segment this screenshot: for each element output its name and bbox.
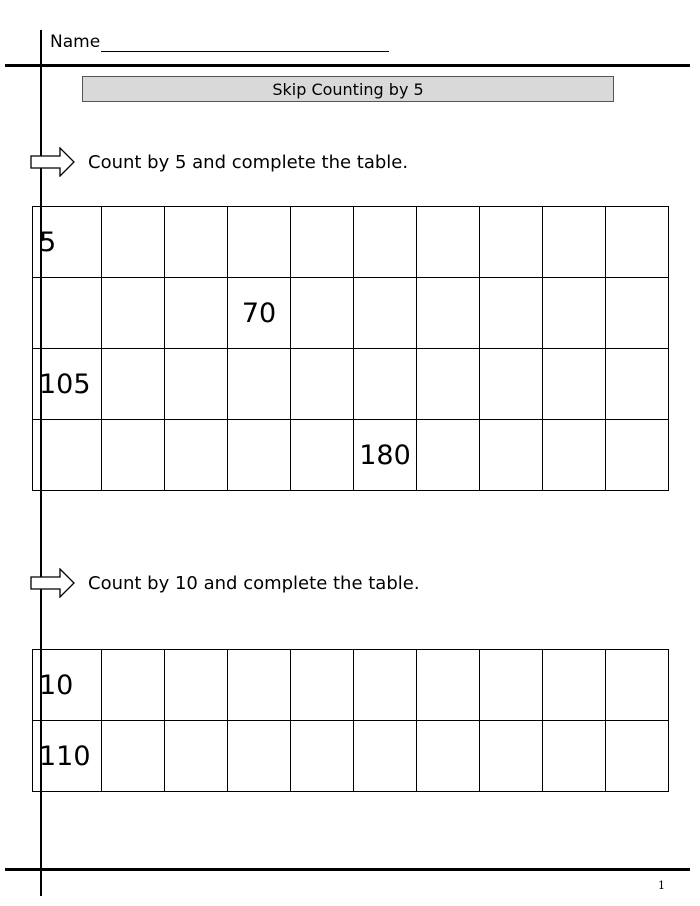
- table-cell-blank[interactable]: [606, 207, 669, 278]
- table-cell-given: 110: [33, 721, 102, 792]
- table-cell-blank[interactable]: [33, 420, 102, 491]
- table-cell-blank[interactable]: [543, 207, 606, 278]
- instruction-1: [30, 147, 408, 177]
- table-cell-blank[interactable]: [165, 650, 228, 721]
- table-cell-given: 70: [228, 278, 291, 349]
- table-cell-blank[interactable]: [102, 207, 165, 278]
- table-cell-blank[interactable]: [417, 278, 480, 349]
- table-cell-blank[interactable]: [291, 278, 354, 349]
- table-cell-blank[interactable]: [165, 278, 228, 349]
- table-row: [33, 349, 669, 420]
- instruction-2: [30, 568, 420, 598]
- table-cell-blank[interactable]: [417, 650, 480, 721]
- table-cell-blank[interactable]: [480, 721, 543, 792]
- table-cell-blank[interactable]: [291, 420, 354, 491]
- table-cell-blank[interactable]: [354, 650, 417, 721]
- table-cell-blank[interactable]: [480, 349, 543, 420]
- table-cell-blank[interactable]: [543, 420, 606, 491]
- arrow-right-outline-icon: [30, 147, 76, 177]
- table-cell-blank[interactable]: [228, 721, 291, 792]
- table-row: [33, 650, 669, 721]
- table-cell-blank[interactable]: [228, 349, 291, 420]
- arrow-right-outline-icon: [30, 568, 76, 598]
- name-field: [50, 32, 389, 52]
- table-row: [33, 207, 669, 278]
- table-cell-blank[interactable]: [165, 207, 228, 278]
- table-cell-blank[interactable]: [165, 349, 228, 420]
- table-cell-blank[interactable]: [228, 650, 291, 721]
- table-cell-blank[interactable]: [354, 278, 417, 349]
- table-cell-blank[interactable]: [102, 278, 165, 349]
- count-by-5-table: [32, 206, 669, 491]
- table-cell-blank[interactable]: [291, 721, 354, 792]
- table-cell-blank[interactable]: [354, 349, 417, 420]
- table-cell-blank[interactable]: [165, 721, 228, 792]
- table-cell-blank[interactable]: [291, 650, 354, 721]
- worksheet-title: [82, 76, 614, 102]
- table-row: [33, 721, 669, 792]
- table-cell-blank[interactable]: [102, 721, 165, 792]
- table-cell-blank[interactable]: [102, 420, 165, 491]
- table-cell-blank[interactable]: [606, 721, 669, 792]
- page-number: 1: [658, 879, 665, 892]
- table-cell-blank[interactable]: [606, 278, 669, 349]
- table-cell-blank[interactable]: [102, 349, 165, 420]
- table-cell-given: 10: [33, 650, 102, 721]
- table-cell-blank[interactable]: [417, 721, 480, 792]
- table-row: [33, 278, 669, 349]
- table-cell-given: 105: [33, 349, 102, 420]
- table-cell-blank[interactable]: [291, 207, 354, 278]
- table-cell-blank[interactable]: [291, 349, 354, 420]
- name-label: Name: [50, 32, 101, 52]
- table-cell-blank[interactable]: [354, 207, 417, 278]
- table-cell-blank[interactable]: [354, 721, 417, 792]
- table-cell-blank[interactable]: [228, 207, 291, 278]
- table-cell-blank[interactable]: [102, 650, 165, 721]
- table-cell-blank[interactable]: [606, 420, 669, 491]
- table-cell-blank[interactable]: [606, 650, 669, 721]
- table-cell-blank[interactable]: [606, 349, 669, 420]
- instruction-text: Count by 5 and complete the table.: [88, 151, 409, 173]
- table-cell-blank[interactable]: [417, 349, 480, 420]
- table-cell-blank[interactable]: [33, 278, 102, 349]
- table-cell-blank[interactable]: [543, 349, 606, 420]
- name-blank-line[interactable]: [101, 33, 389, 52]
- table-cell-blank[interactable]: [417, 207, 480, 278]
- table-cell-blank[interactable]: [417, 420, 480, 491]
- table-cell-given: 180: [354, 420, 417, 491]
- table-cell-blank[interactable]: [480, 420, 543, 491]
- worksheet-title-text: Skip Counting by 5: [272, 79, 424, 99]
- count-by-10-table: [32, 649, 669, 792]
- table-cell-given: 5: [33, 207, 102, 278]
- header-rule: [5, 64, 690, 67]
- table-cell-blank[interactable]: [165, 420, 228, 491]
- instruction-text: Count by 10 and complete the table.: [88, 572, 420, 594]
- footer-rule: [5, 868, 690, 871]
- table-cell-blank[interactable]: [543, 721, 606, 792]
- table-row: [33, 420, 669, 491]
- table-cell-blank[interactable]: [543, 650, 606, 721]
- table-cell-blank[interactable]: [228, 420, 291, 491]
- table-cell-blank[interactable]: [480, 278, 543, 349]
- table-cell-blank[interactable]: [480, 650, 543, 721]
- table-cell-blank[interactable]: [543, 278, 606, 349]
- table-cell-blank[interactable]: [480, 207, 543, 278]
